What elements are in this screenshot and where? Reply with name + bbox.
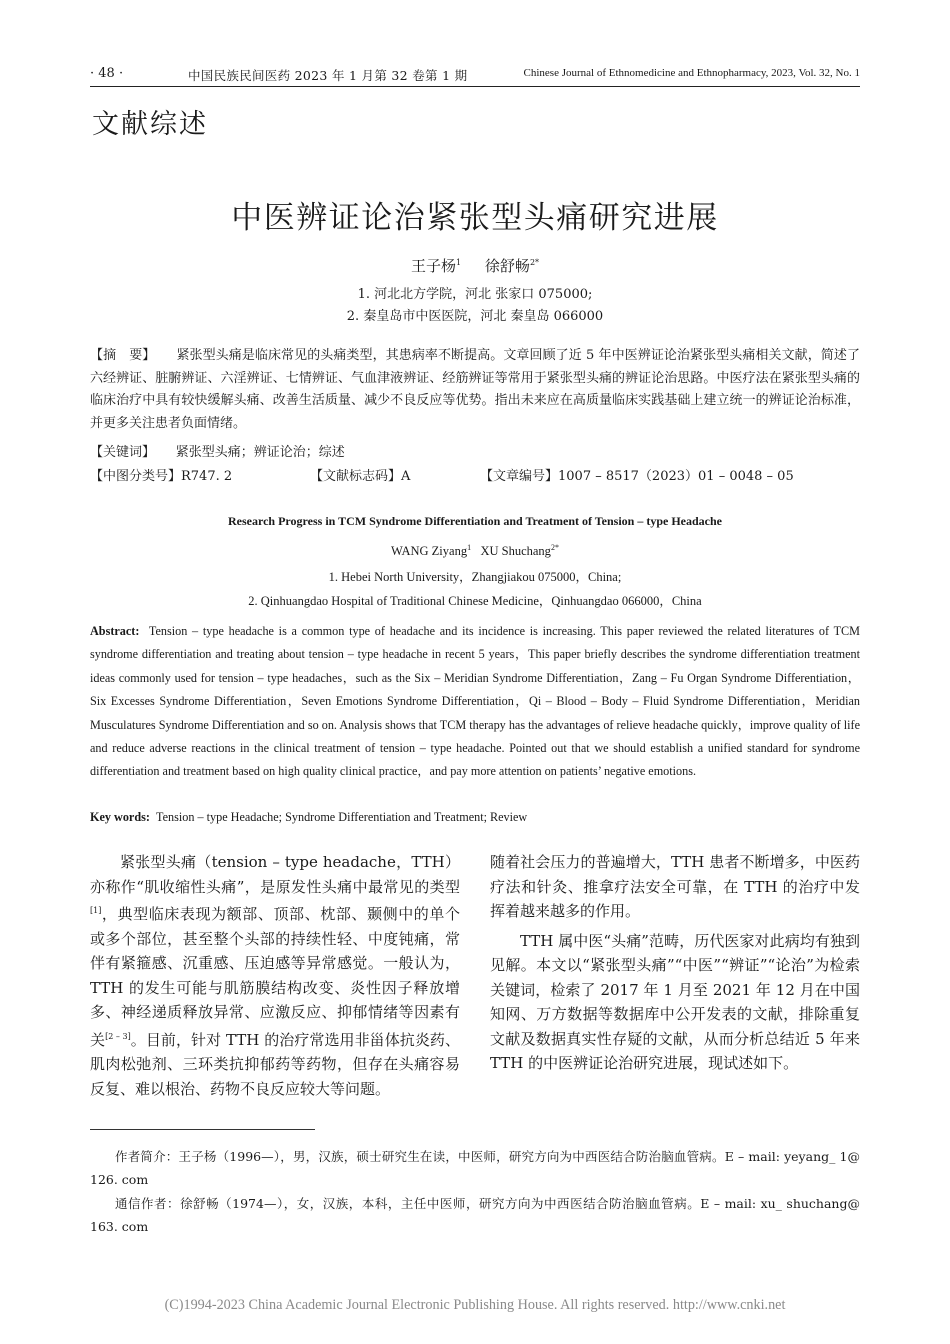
keywords-cn-text: 紧张型头痛；辨证论治；综述 — [175, 445, 345, 460]
body-paragraph: 随着社会压力的普遍增大，TTH 患者不断增多，中医药疗法和针灸、推拿疗法安全可靠，在 TTH 的治疗中发挥着越来越多的作用。 — [490, 853, 860, 920]
abstract-cn-text: 紧张型头痛是临床常见的头痛类型，其患病率不断提高。文章回顾了近 5 年中医辨证论治紧张型头痛相关文献，简述了六经辨证、脏腑辨证、六淫辨证、七情辨证、气血津液辨证、经筋辨证等常用于紧张型头痛的辨证论治思路。中医疗法在紧张型头痛的临床治疗中具有较快缓解头痛、改善生活质量、减少不良反应等优势。指出未来应在高质量临床实践基础上建立统一的辨证论治标准，并更多关注患者负面情绪。 — [90, 348, 860, 431]
author-2: 徐舒畅 — [484, 257, 530, 275]
footnote-author-bio: 作者简介：王子杨（1996—），男，汉族，硕士研究生在读，中医师，研究方向为中西医结合防治脑血管病。E – mail: yeyang_ 1@ 126. com — [90, 1149, 860, 1187]
running-header — [90, 62, 860, 84]
affiliation-cn-2: 2. 秦皇岛市中医医院，河北 秦皇岛 066000 — [346, 309, 604, 324]
article-title-en: Research Progress in TCM Syndrome Differentiation and Treatment of Tension – type Headache — [228, 514, 722, 528]
citation[interactable]: [2 – 3] — [105, 1031, 131, 1041]
author-1-affil: 1 — [455, 258, 462, 267]
body-text: ，典型临床表现为额部、顶部、枕部、颞侧中的单个或多个部位，甚至整个头部的持续性轻、中度钝痛，常伴有紧箍感、沉重感、压迫感等异常感觉。一般认为，TTH 的发生可能与肌筋膜结构改变、炎性因子释放增多、神经递质释放异常、应激反应、抑郁情绪等因素有关 — [90, 905, 460, 1049]
abstract-en-label: Abstract: — [90, 624, 140, 638]
keywords-en — [90, 806, 860, 829]
affiliation-cn-1: 1. 河北北方学院，河北 张家口 075000; — [357, 287, 593, 302]
author-1: 王子杨 — [410, 257, 456, 275]
header-rule — [90, 86, 860, 87]
abstract-cn-label: 【摘 要】 — [90, 348, 156, 363]
authors-en — [0, 543, 950, 559]
footnote-corresponding-author: 通信作者：徐舒畅（1974—），女，汉族，本科，主任中医师，研究方向为中西医结合防治脑血管病。E – mail: xu_ shuchang@ 163. com — [90, 1196, 860, 1234]
document-code: 【文献标志码】A — [310, 469, 411, 484]
keywords-cn — [90, 442, 860, 465]
body-paragraph — [90, 850, 460, 1101]
abstract-en-text: Tension – type headache is a common type of headache and its incidence is increasing. This paper reviewed the related literatures of TCM syndrome differentiation and treating about tension – type headache in recent 5 years，This paper briefly describes the syndrome differentiation treatment ideas commonly used for tension – type headaches，such as the Six – Meridian Syndrome Differentiation，Zang – Fu Organ Syndrome Differentiation，Six Excesses Syndrome Differentiation，Seven Emotions Syndrome Differentiation，Qi – Blood – Body – Fluid Syndrome Differentiation，Meridian Musculatures Syndrome Differentiation and so on. Analysis shows that TCM therapy has the advantages of relieve headache quickly，improve quality of life and reduce adverse reactions in the clinical treatment of tension – type headache. Pointed out that we should establish a unified standard for syndrome differentiation and treatment based on high quality clinical practice，and pay more attention on patients’ negative emotions. — [90, 624, 860, 779]
author-en-1: WANG Ziyang — [391, 544, 468, 558]
body-text: 。目前，针对 TTH 的治疗常选用非甾体抗炎药、肌肉松弛剂、三环类抗抑郁药等药物，但存在头痛容易反复、难以根治、药物不良反应较大等问题。 — [90, 1030, 460, 1098]
body-paragraph: TTH 属中医“头痛”范畴，历代医家对此病均有独到见解。本文以“紧张型头痛”“中医”“辨证”“论治”为检索关键词，检索了 2017 年 1 月至 2021 年 12 月在中国知网、万方数据等数据库中公开发表的文献，排除重复文献及数据真实性存疑的文献，从而分析总结近 5 年来 TTH 的中医辨证论治研究进展，现试述如下。 — [490, 931, 860, 1072]
authors-cn — [0, 255, 950, 276]
affiliation-en-1: 1. Hebei North University，Zhangjiakou 075000，China; — [328, 570, 622, 584]
abstract-cn — [90, 345, 860, 435]
citation[interactable]: [1] — [90, 906, 102, 915]
affiliation-en-2: 2. Qinhuangdao Hospital of Traditional Chinese Medicine，Qinhuangdao 066000，China — [248, 594, 702, 608]
author-en-1-affil: 1 — [467, 543, 472, 552]
journal-title-cn: 中国民族民间医药 2023 年 1 月第 32 卷第 1 期 — [188, 68, 468, 83]
author-en-2-affil: 2* — [550, 543, 559, 552]
classification-row — [90, 465, 860, 487]
author-2-affil: 2* — [529, 258, 540, 267]
keywords-en-text: Tension – type Headache; Syndrome Differentiation and Treatment; Review — [156, 810, 528, 824]
footnote-rule — [90, 1129, 315, 1130]
article-number: 【文章编号】1007 – 8517（2023）01 – 0048 – 05 — [480, 469, 794, 484]
body-column-right — [490, 850, 860, 1076]
section-label: 文献综述 — [92, 109, 208, 140]
abstract-en — [90, 620, 860, 784]
keywords-cn-label: 【关键词】 — [90, 445, 156, 460]
keywords-en-label: Key words: — [90, 810, 150, 824]
body-column-left — [90, 850, 460, 1101]
clc-number: 【中图分类号】R747. 2 — [90, 469, 233, 484]
page-number: · 48 · — [90, 66, 124, 81]
author-en-2: XU Shuchang — [480, 544, 551, 558]
journal-title-en: Chinese Journal of Ethnomedicine and Ethnopharmacy, 2023, Vol. 32, No. 1 — [523, 67, 860, 79]
copyright-watermark: (C)1994-2023 China Academic Journal Electronic Publishing House. All rights reserved. http://www.cnki.net — [164, 1297, 786, 1313]
article-title-cn: 中医辨证论治紧张型头痛研究进展 — [231, 200, 719, 236]
body-text: 紧张型头痛（tension – type headache，TTH）亦称作“肌收缩性头痛”，是原发性头痛中最常见的类型 — [90, 853, 460, 896]
